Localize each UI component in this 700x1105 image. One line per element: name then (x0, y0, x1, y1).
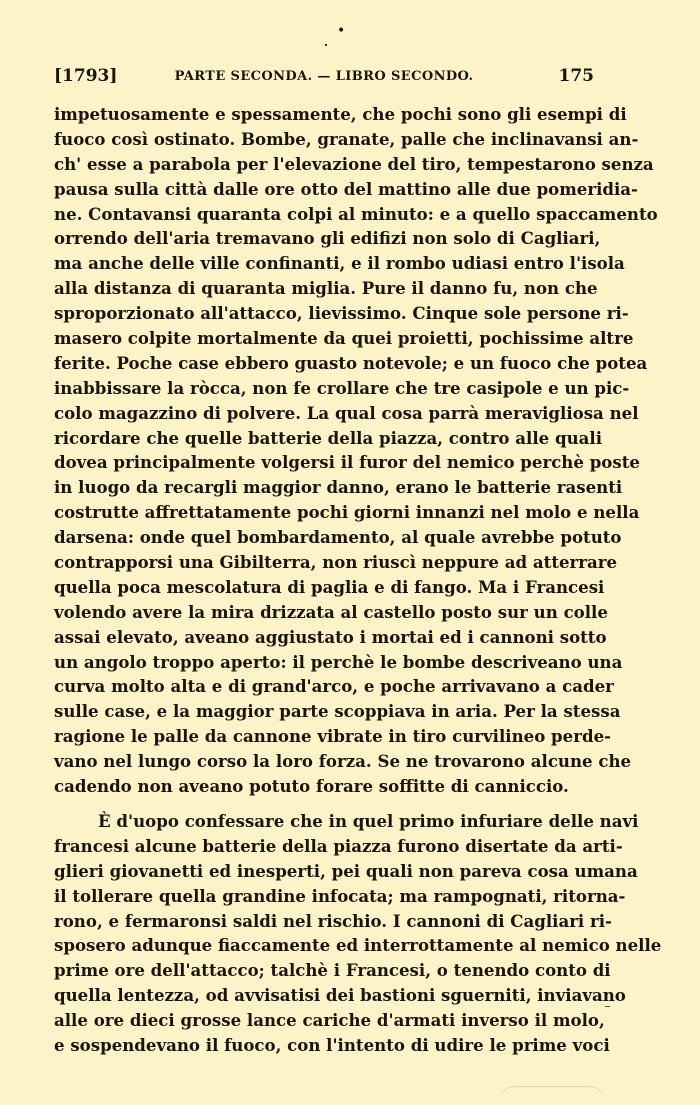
text-line: sposero adunque fiaccamente ed interrottamente al nemico nelle (54, 935, 662, 956)
margin-mark (605, 1006, 610, 1007)
text-line: in luogo da recargli maggior danno, erano le batterie rasenti (54, 477, 623, 498)
text-line: inabbissare la ròcca, non fe crollare che tre casipole e un pic- (54, 377, 630, 398)
text-line: quella lentezza, od avvisatisi dei bastioni sguerniti, inviavano (54, 985, 626, 1006)
text-line: ragione le palle da cannone vibrate in tiro curvilineo perde- (54, 726, 612, 747)
page-number: 175 (558, 66, 594, 86)
text-line: colo magazzino di polvere. La qual cosa parrà meravigliosa nel (54, 402, 639, 423)
text-line: darsena: onde quel bombardamento, al quale avrebbe potuto (54, 527, 622, 548)
text-line: alla distanza di quaranta miglia. Pure il danno fu, non che (54, 278, 598, 299)
text-line: pausa sulla città dalle ore otto del mattino alle due pomeridia- (54, 178, 638, 199)
text-line: quella poca mescolatura di paglia e di fango. Ma i Francesi (54, 576, 605, 597)
text-line: volendo avere la mira drizzata al castello posto sur un colle (54, 601, 608, 622)
text-line: contrapporsi una Gibilterra, non riuscì neppure ad atterrare (54, 552, 618, 573)
text-line: assai elevato, aveano aggiustato i mortai ed i cannoni sotto (54, 626, 607, 647)
running-header (54, 64, 594, 88)
text-line: orrendo dell'aria tremavano gli edifizi non solo di Cagliari, (54, 228, 601, 249)
text-line: rono, e fermaronsi saldi nel rischio. I cannoni di Cagliari ri- (54, 910, 612, 931)
text-line: il tollerare quella grandine infocata; ma rampognati, ritorna- (54, 885, 626, 906)
paragraph-1 (54, 102, 658, 799)
text-line: ne. Contavansi quaranta colpi al minuto: e a quello spaccamento (54, 203, 658, 224)
text-line: ricordare che quelle batterie della piazza, contro alle quali (54, 427, 602, 448)
text-line: un angolo troppo aperto: il perchè le bombe descriveano una (54, 651, 623, 672)
text-line: glieri giovanetti ed inesperti, pei quali non pareva cosa umana (54, 860, 638, 881)
text-line: curva molto alta e di grand'arco, e poche arrivavano a cader (54, 676, 614, 697)
text-line: È d'uopo confessare che in quel primo infuriare delle navi (98, 810, 639, 831)
body-text (54, 102, 662, 1058)
watermark-arc (497, 1086, 607, 1105)
header-title: PARTE SECONDA. — LIBRO SECONDO. (174, 69, 474, 84)
text-line: prime ore dell'attacco; talchè i Francesi, o tenendo conto di (54, 960, 611, 981)
text-line: cadendo non aveano potuto forare soffitte di canniccio. (54, 776, 569, 797)
text-line: ma anche delle ville confinanti, e il rombo udiasi entro l'isola (54, 253, 625, 274)
paragraph-2 (54, 809, 662, 1058)
text-line: e sospendevano il fuoco, con l'intento di udire le prime voci (54, 1034, 610, 1055)
text-line: ferite. Poche case ebbero guasto notevole; e un fuoco che potea (54, 352, 648, 373)
text-line: impetuosamente e spessamente, che pochi sono gli esempi di (54, 104, 627, 124)
text-line: francesi alcune batterie della piazza furono disertate da arti- (54, 835, 623, 856)
text-line: fuoco così ostinato. Bombe, granate, palle che inclinavansi an- (54, 128, 639, 149)
text-line: dovea principalmente volgersi il furor del nemico perchè poste (54, 452, 640, 473)
text-line: ch' esse a parabola per l'elevazione del tiro, tempestarono senza (54, 153, 654, 174)
text-line: masero colpite mortalmente da quei proietti, pochissime altre (54, 328, 634, 349)
text-line: costrutte affrettatamente pochi giorni innanzi nel molo e nella (54, 502, 640, 523)
printer-mark: • (337, 23, 346, 39)
text-line: alle ore dieci grosse lance cariche d'armati inverso il molo, (54, 1010, 605, 1031)
text-line: sulle case, e la maggior parte scoppiava in aria. Per la stessa (54, 701, 621, 722)
text-line: sproporzionato all'attacco, lievissimo. Cinque sole persone ri- (54, 303, 629, 324)
ink-speck (325, 44, 327, 46)
text-line: vano nel lungo corso la loro forza. Se ne trovarono alcune che (54, 751, 632, 772)
header-year: [1793] (54, 66, 118, 86)
